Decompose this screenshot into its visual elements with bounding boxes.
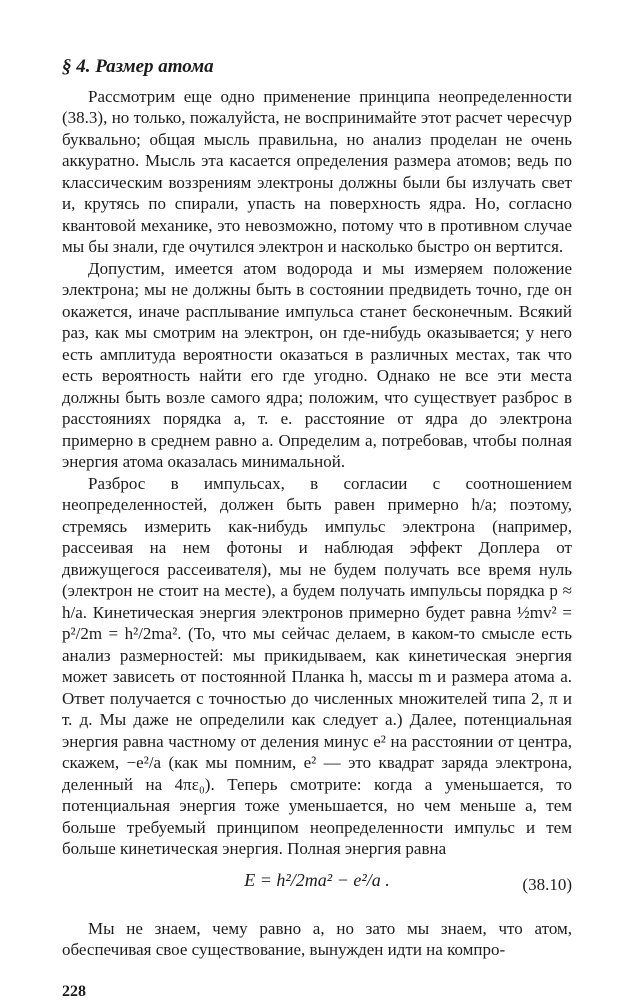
paragraph-4: Мы не знаем, чему равно a, но зато мы знаем, что атом, обеспечивая свое существование, вынужден идти на компро- [62,918,572,961]
page-number: 228 [62,981,572,1002]
document-page [62,56,572,1002]
paragraph-2: Допустим, имеется атом водорода и мы измеряем положение электрона; мы не должны быть в состоянии предвидеть точно, где он окажется, иначе расплывание импульса станет бесконечным. Всякий раз, как мы смотрим на электрон, он где-нибудь оказывается; у него есть амплитуда вероятности оказаться в различных местах, так что есть вероятность найти его где угодно. Однако не все эти места должны быть возле самого ядра; положим, что существует разброс в расстояниях порядка a, т. е. расстояние от ядра до электрона примерно в среднем равно a. Определим a, потребовав, чтобы полная энергия атома оказалась минимальной. [62,258,572,473]
equation-block [62,866,572,910]
paragraph-1: Рассмотрим еще одно применение принципа неопределенности (38.3), но только, пожалуйста, не воспринимайте этот расчет чересчур буквально; общая мысль правильна, но анализ проделан не очень аккуратно. Мысль эта касается определения размера атомов; ведь по классическим воззрениям электроны должны были бы излучать свет и, крутясь по спирали, упасть на поверхность ядра. Но, согласно квантовой механике, это невозможно, потому что в противном случае мы бы знали, где очутился электрон и насколько быстро он вертится. [62,86,572,258]
equation: E = h²/2ma² − e²/a . [244,870,389,892]
paragraph-3: Разброс в импульсах, в согласии с соотношением неопределенностей, должен быть равен примерно h/a; поэтому, стремясь измерить как-нибудь импульс электрона (например, рассеивая на нем фотоны и наблюдая эффект Доплера от движущегося рассеивателя), мы не будем получать все время нуль (электрон не стоит на месте), а будем получать импульсы порядка p ≈ h/a. Кинетическая энергия электронов примерно будет равна ½mv² = p²/2m = h²/2ma². (То, что мы сейчас делаем, в каком-то смысле есть анализ размерностей: мы прикидываем, как кинетическая энергия может зависеть от постоянной Планка h, массы m и размера атома a. Ответ получается с точностью до численных множителей типа 2, π и т. д. Мы даже не определили как следует a.) Далее, потенциальная энергия равна частному от деления минус e² на расстоянии от центра, скажем, −e²/a (как мы помним, e² — это квадрат заряда электрона, деленный на 4πε₀). Теперь смотрите: когда a уменьшается, то потенциальная энергия тоже уменьшается, но чем меньше a, тем больше требуемый принципом неопределенности импульс и тем больше кинетическая энергия. Полная энергия равна [62,473,572,860]
section-title: § 4. Размер атома [62,56,572,78]
equation-number: (38.10) [522,874,572,896]
